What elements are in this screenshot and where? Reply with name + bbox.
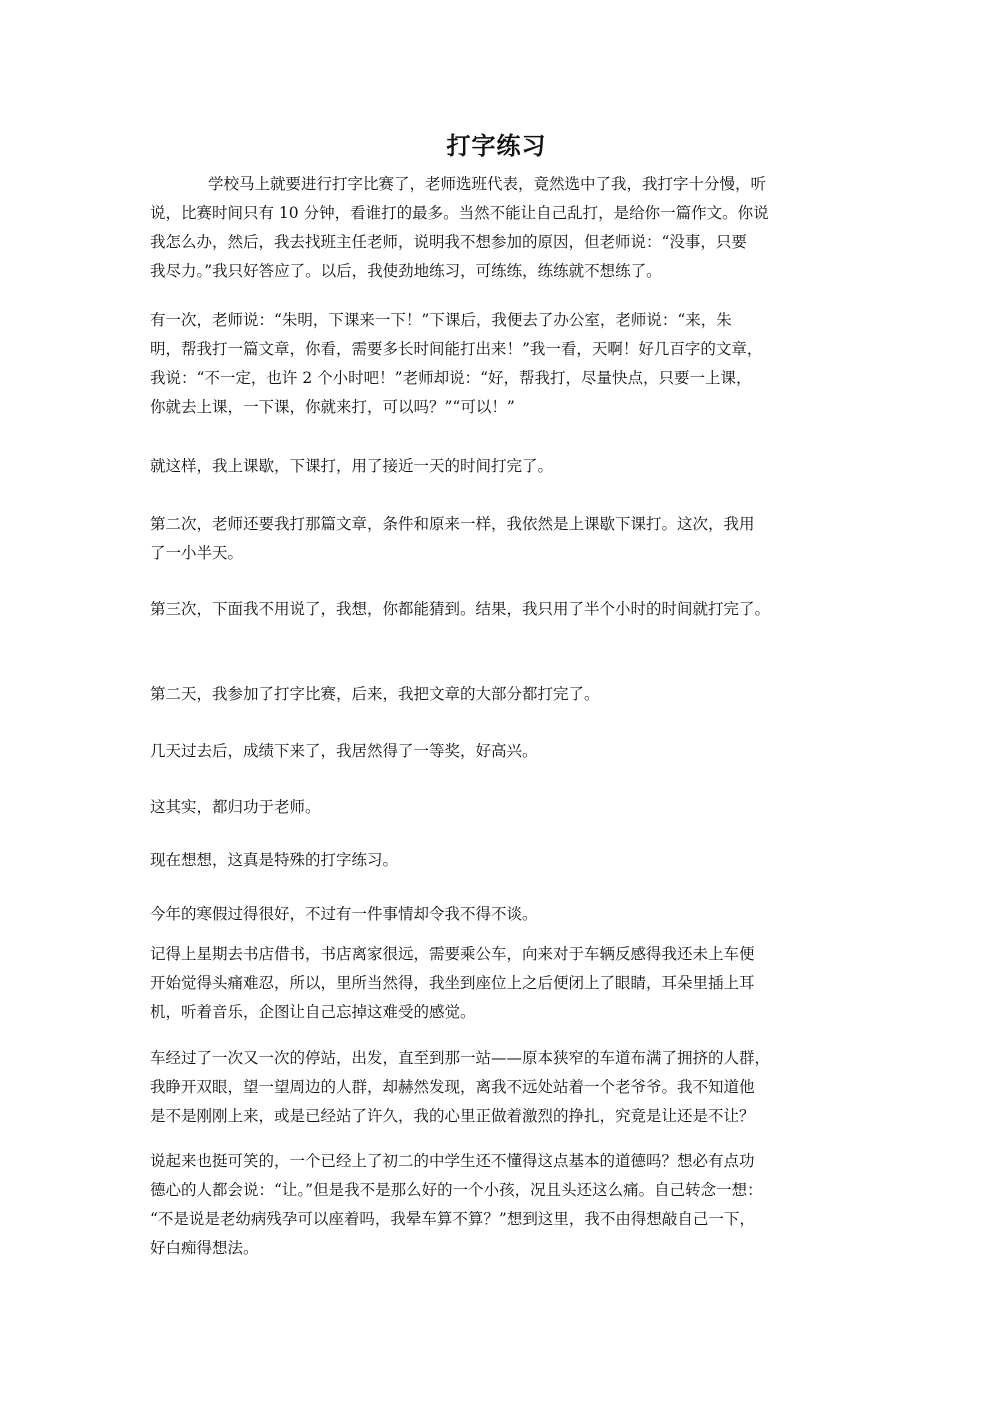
paragraph-9 [150,846,850,875]
paragraph-1 [150,170,908,286]
paragraph-line: 有一次，老师说：“朱明，下课来一下！”下课后，我便去了办公室，老师说：“来，朱 [150,311,732,329]
paragraph-line: 德心的人都会说：“让。”但是我不是那么好的一个小孩，况且头还这么痛。自己转念一想： [150,1181,763,1199]
paragraph-13 [150,1147,850,1263]
paragraph-line: 学校马上就要进行打字比赛了，老师选班代表，竟然选中了我，我打字十分慢，听 [208,175,767,193]
paragraph-line: 了一小半天。 [150,544,244,562]
paragraph-line: 今年的寒假过得很好，不过有一件事情却令我不得不谈。 [150,905,538,923]
paragraph-line: 开始觉得头痛难忍，所以，里所当然得，我坐到座位上之后便闭上了眼睛，耳朵里插上耳 [150,974,755,992]
paragraph-line: 记得上星期去书店借书，书店离家很远，需要乘公车，向来对于车辆反感得我还未上车便 [150,945,755,963]
paragraph-line: 说起来也挺可笑的，一个已经上了初二的中学生还不懂得这点基本的道德吗？想必有点功 [150,1152,755,1170]
paragraph-line: 几天过去后，成绩下来了，我居然得了一等奖，好高兴。 [150,742,538,760]
paragraph-line: 这其实，都归功于老师。 [150,798,321,816]
paragraph-4 [150,510,850,568]
paragraph-3 [150,452,850,481]
paragraph-12 [150,1044,850,1131]
paragraph-2 [150,306,850,422]
paragraph-line: 是不是刚刚上来，或是已经站了许久，我的心里正做着激烈的挣扎，究竟是让还是不让？ [150,1107,755,1125]
paragraph-line: 我怎么办，然后，我去找班主任老师，说明我不想参加的原因，但老师说：“没事，只要 [150,233,747,251]
paragraph-line: 第二天，我参加了打字比赛，后来，我把文章的大部分都打完了。 [150,685,600,703]
paragraph-line: 我说：“不一定，也许 2 个小时吧！”老师却说：“好，帮我打，尽量快点，只要一上课， [150,369,752,387]
paragraph-line: 你就去上课，一下课，你就来打，可以吗？”“可以！” [150,398,515,416]
paragraph-line: 机，听着音乐，企图让自己忘掉这难受的感觉。 [150,1003,476,1021]
paragraph-line: 现在想想，这真是特殊的打字练习。 [150,851,399,869]
paragraph-10 [150,900,850,929]
paragraph-line: 第三次，下面我不用说了，我想，你都能猜到。结果，我只用了半个小时的时间就打完了。 [150,600,771,618]
paragraph-line: 第二次，老师还要我打那篇文章，条件和原来一样，我依然是上课歇下课打。这次，我用 [150,515,755,533]
paragraph-6 [150,680,850,709]
paragraph-line: 我尽力。”我只好答应了。以后，我使劲地练习，可练练，练练就不想练了。 [150,262,662,280]
paragraph-7 [150,737,850,766]
paragraph-5 [150,595,850,624]
paragraph-line: 明，帮我打一篇文章，你看，需要多长时间能打出来！”我一看，天啊！好几百字的文章， [150,340,763,358]
paragraph-11 [150,940,850,1027]
paragraph-line: 说，比赛时间只有 10 分钟，看谁打的最多。当然不能让自己乱打，是给你一篇作文。你说 [150,204,769,222]
paragraph-8 [150,793,850,822]
paragraph-line: 就这样，我上课歇，下课打，用了接近一天的时间打完了。 [150,457,554,475]
paragraph-line: “不是说是老幼病残孕可以座着吗，我晕车算不算？”想到这里，我不由得想敲自己一下， [150,1210,755,1228]
document-title: 打字练习 [446,131,547,160]
paragraph-line: 我睁开双眼，望一望周边的人群，却赫然发现，离我不远处站着一个老爷爷。我不知道他 [150,1078,755,1096]
paragraph-line: 好白痴得想法。 [150,1239,259,1257]
paragraph-line: 车经过了一次又一次的停站，出发，直至到那一站——原本狭窄的车道布满了拥挤的人群， [150,1049,771,1067]
